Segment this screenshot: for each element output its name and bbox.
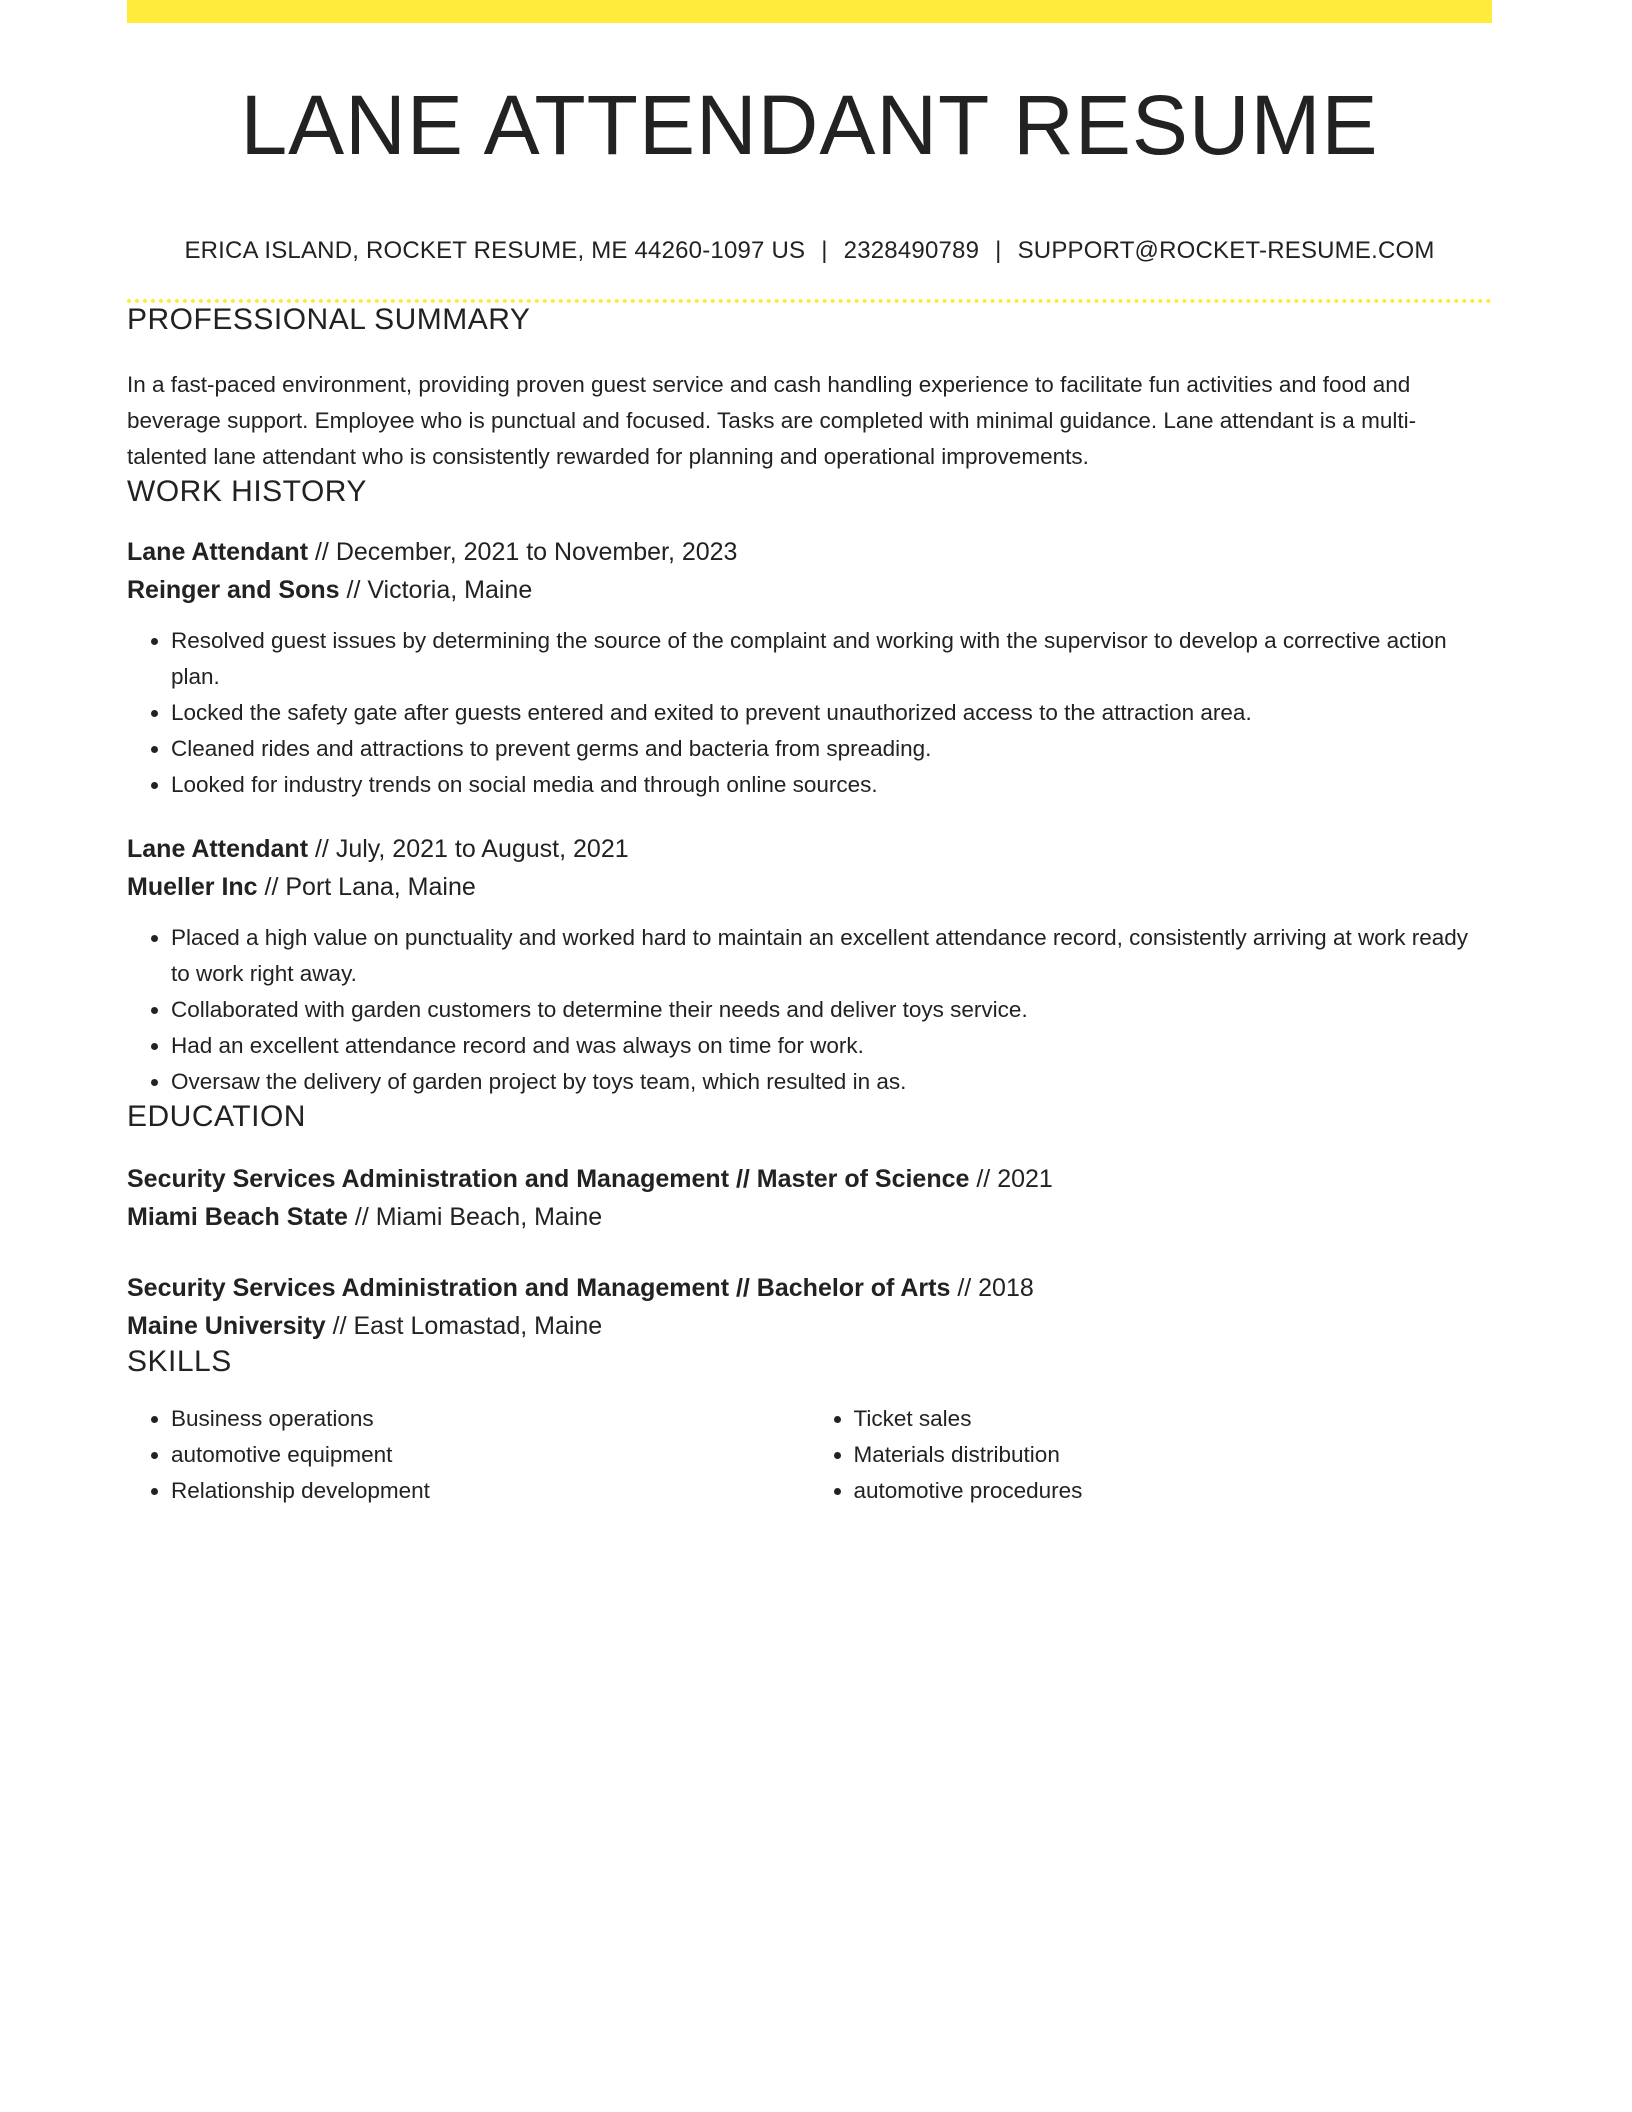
job-company: Mueller Inc: [127, 873, 258, 901]
contact-separator: |: [995, 237, 1002, 264]
education-entry: [127, 1269, 1492, 1345]
job-location: // Victoria, Maine: [339, 576, 533, 604]
skills-column: [127, 1401, 810, 1509]
contact-phone: 2328490789: [843, 237, 980, 264]
job-dates: // December, 2021 to November, 2023: [308, 538, 738, 566]
job-title-line: [127, 533, 1492, 571]
education-year: // 2018: [950, 1274, 1034, 1302]
job-bullets: [127, 920, 1492, 1100]
skill-item: • Materials distribution: [854, 1437, 1493, 1473]
education-entry: [127, 1160, 1492, 1236]
job-bullets: [127, 623, 1492, 803]
job-company-line: [127, 571, 1492, 609]
skill-item: • automotive equipment: [171, 1437, 810, 1473]
education-location: // East Lomastad, Maine: [325, 1312, 603, 1340]
section-title-skills: SKILLS: [127, 1345, 232, 1378]
section-title-education: EDUCATION: [127, 1100, 306, 1133]
list-item: • Oversaw the delivery of garden project by toys team, which resulted in as.: [171, 1064, 1492, 1100]
job-title: Lane Attendant: [127, 835, 309, 863]
education-degree: Security Services Administration and Management // Bachelor of Arts: [127, 1274, 951, 1302]
job-entry: [127, 533, 1492, 803]
job-company: Reinger and Sons: [127, 576, 340, 604]
top-accent-bar: [127, 0, 1492, 23]
job-title: Lane Attendant: [127, 538, 309, 566]
section-title-summary: PROFESSIONAL SUMMARY: [127, 303, 531, 336]
contact-separator: |: [821, 237, 828, 264]
list-item: • Locked the safety gate after guests entered and exited to prevent unauthorized access to the attraction area.: [171, 695, 1492, 731]
list-item: • Looked for industry trends on social media and through online sources.: [171, 767, 1492, 803]
skills-column: [810, 1401, 1493, 1509]
summary-text: In a fast-paced environment, providing proven guest service and cash handling experience to facilitate fun activities and food and beverage support. Employee who is punctual and focused. Tasks are completed with minimal guidance. Lane attendant is a multi-talented lane attendant who is consistently rewarded for planning and operational improvements.: [127, 372, 1417, 469]
list-item: • Collaborated with garden customers to determine their needs and deliver toys service.: [171, 992, 1492, 1028]
education-school-line: [127, 1307, 1492, 1345]
skill-item: • Relationship development: [171, 1473, 810, 1509]
section-title-work-history: WORK HISTORY: [127, 475, 367, 508]
skill-item: • automotive procedures: [854, 1473, 1493, 1509]
education-degree-line: [127, 1269, 1492, 1307]
skill-item: • Business operations: [171, 1401, 810, 1437]
list-item: • Had an excellent attendance record and was always on time for work.: [171, 1028, 1492, 1064]
job-title-line: [127, 830, 1492, 868]
list-item: • Cleaned rides and attractions to prevent germs and bacteria from spreading.: [171, 731, 1492, 767]
education-school: Maine University: [127, 1312, 326, 1340]
list-item: • Placed a high value on punctuality and worked hard to maintain an excellent attendance record, consistently arriving at work ready to work right away.: [171, 920, 1492, 992]
skill-item: • Ticket sales: [854, 1401, 1493, 1437]
education-degree: Security Services Administration and Management // Master of Science: [127, 1165, 970, 1193]
job-entry: [127, 830, 1492, 1100]
education-degree-line: [127, 1160, 1492, 1198]
skills-list: [127, 1401, 1492, 1509]
contact-address: ERICA ISLAND, ROCKET RESUME, ME 44260-1097 US: [184, 237, 806, 264]
job-location: // Port Lana, Maine: [257, 873, 476, 901]
list-item: • Resolved guest issues by determining the source of the complaint and working with the supervisor to develop a corrective action plan.: [171, 623, 1492, 695]
contact-line: [127, 237, 1492, 265]
contact-email: SUPPORT@ROCKET-RESUME.COM: [1017, 237, 1435, 264]
education-school: Miami Beach State: [127, 1203, 348, 1231]
job-company-line: [127, 868, 1492, 906]
page-title: LANE ATTENDANT RESUME: [240, 78, 1379, 172]
education-school-line: [127, 1198, 1492, 1236]
education-location: // Miami Beach, Maine: [347, 1203, 603, 1231]
resume-page: [127, 0, 1492, 1509]
job-dates: // July, 2021 to August, 2021: [308, 835, 629, 863]
education-year: // 2021: [969, 1165, 1053, 1193]
